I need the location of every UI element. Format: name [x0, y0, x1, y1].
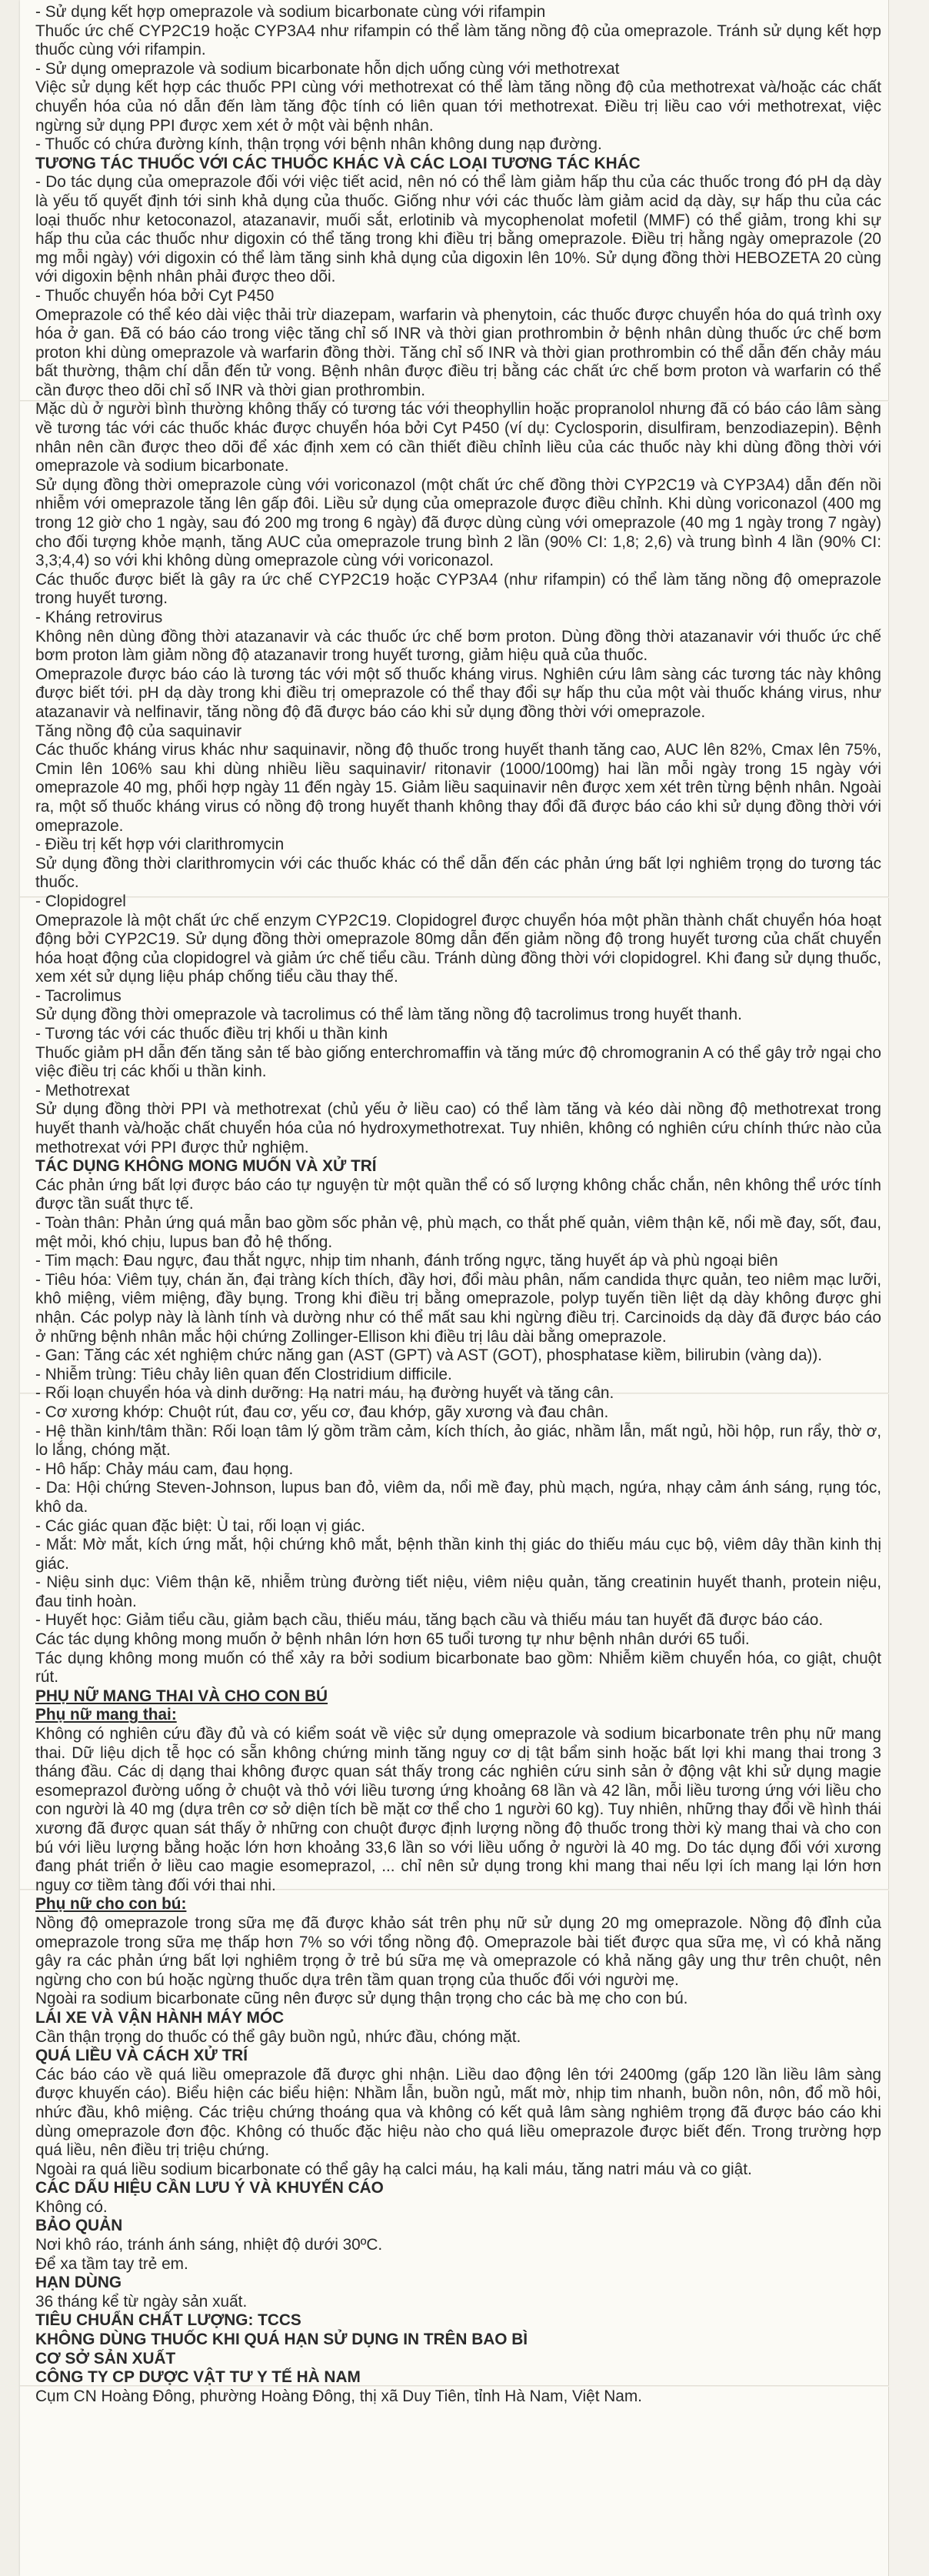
- paragraph: Tác dụng không mong muốn có thể xảy ra bởi sodium bicarbonate bao gồm: Nhiễm kiềm chuyển hóa, co giật, chuột rút.: [35, 1649, 881, 1687]
- paragraph: Các báo cáo về quá liều omeprazole đã được ghi nhận. Liều dao động lên tới 2400mg (gấp 120 lần liều lâm sàng được khuyến cáo). Biểu hiện các biểu hiện: Nhầm lẫn, buồn ngủ, mất mờ, nhịp tim nhanh, buồn nôn, nôn, đổ mồ hôi, nhức đầu, khô miệng. Các triệu chứng thoáng qua và không có kết quả lâm sàng nghiêm trọng đã được báo cáo khi dùng omeprazole đơn độc. Không có thuốc đặc hiệu nào cho quá liều omeprazole được biết đến. Trong trường hợp quá liều, nên điều trị triệu chứng.: [35, 2065, 881, 2160]
- section-heading: LÁI XE VÀ VẬN HÀNH MÁY MÓC: [35, 2008, 285, 2027]
- paragraph: Cụm CN Hoàng Đông, phường Hoàng Đông, thị xã Duy Tiên, tỉnh Hà Nam, Việt Nam.: [35, 2387, 642, 2405]
- paragraph: Các thuốc được biết là gây ra ức chế CYP2C19 hoặc CYP3A4 (như rifampin) có thể làm tăng nồng độ omeprazole trong huyết tương.: [35, 570, 881, 608]
- paragraph: Omeprazole có thể kéo dài việc thải trừ diazepam, warfarin và phenytoin, các thuốc được chuyển hóa do quá trình oxy hóa ở gan. Đã có báo cáo trong việc tăng chỉ số INR và thời gian prothrombin ở bệnh nhân dùng thuốc ức chế bơm proton khi dùng omeprazole và warfarin đồng thời. Tăng chỉ số INR và thời gian prothrombin có thể dẫn đến chảy máu bất thường, thậm chí dẫn đến tử vong. Bệnh nhân được điều trị bằng các chất ức chế bơm proton và warfarin có thể cần được theo dõi chỉ số INR và thời gian prothrombin.: [35, 305, 881, 399]
- section-heading: HẠN DÙNG: [35, 2274, 122, 2292]
- paragraph: Mặc dù ở người bình thường không thấy có tương tác với theophyllin hoặc propranolol nhưng đã có báo cáo lâm sàng về tương tác với các thuốc khác được chuyển hóa bởi Cyt P450 (ví dụ: Cyclosporin, disulfiram, benzodiazepin). Bệnh nhân nên cần được theo dõi để xác định xem có cần thiết điều chỉnh liều của các thuốc này khi dùng đồng thời với omeprazole và sodium bicarbonate.: [35, 400, 881, 475]
- section-heading: QUÁ LIỀU VÀ CÁCH XỬ TRÍ: [35, 2047, 248, 2065]
- paragraph: Sử dụng đồng thời clarithromycin với các thuốc khác có thể dẫn đến các phản ứng bất lợi nghiêm trọng do tương tác thuốc.: [35, 854, 881, 892]
- paragraph: Ngoài ra quá liều sodium bicarbonate có thể gây hạ calci máu, hạ kali máu, tăng natri máu và co giật.: [35, 2160, 752, 2178]
- paragraph: Nồng độ omeprazole trong sữa mẹ đã được khảo sát trên phụ nữ sử dụng 20 mg omeprazole. Nồng độ đỉnh của omeprazole trong sữa mẹ thấp hơn 7% so với tổng nồng độ. Omeprazole bài tiết được qua sữa mẹ, vì có khả năng gây ra các phản ứng bất lợi nghiêm trọng ở trẻ bú sữa mẹ và omeprazole có khả năng gây ung thư trên chuột, nên ngừng cho con bú hoặc ngừng thuốc dựa trên tầm quan trọng của thuốc đối với người mẹ.: [35, 1914, 881, 1989]
- paragraph: - Do tác dụng của omeprazole đối với việc tiết acid, nên nó có thể làm giảm hấp thu của các thuốc trong đó pH dạ dày là yếu tố quyết định tới sinh khả dụng của thuốc. Giống như với các thuốc làm giảm acid dạ dày, sự hấp thu của các loại thuốc như ketoconazol, atazanavir, muối sắt, erlotinib và mycophenolat mofetil (MMF) có thể giảm, trong khi sự hấp thu của các thuốc như digoxin có thể tăng trong khi điều trị bằng omeprazole. Điều trị hằng ngày omeprazole (20 mg mỗi ngày) với digoxin có thể làm tăng sinh khả dụng của digoxin lên 10%. Sử dụng đồng thời HEBOZETA 20 cùng với digoxin bệnh nhân phải được theo dõi.: [35, 173, 881, 286]
- paragraph: Sử dụng đồng thời omeprazole cùng với voriconazol (một chất ức chế đồng thời CYP2C19 và CYP3A4) dẫn đến nồi nhiễm với omeprazole tăng lên gấp đôi. Liều sử dụng của omeprazole được điều chỉnh. Khi dùng voriconazol (400 mg trong 12 giờ cho 1 ngày, sau đó 200 mg trong 6 ngày) đã được dùng cùng với omeprazole (40 mg 1 ngày trong 7 ngày) cho đối tượng khỏe mạnh, tăng AUC của omeprazole trung bình 2 lần (90% CI: 1,8; 2,6) và trung bình 4 lần (90% CI: 3,3;4,4) so với khi không dùng omeprazole cùng với voriconazol.: [35, 475, 881, 570]
- section-heading: KHÔNG DÙNG THUỐC KHI QUÁ HẠN SỬ DỤNG IN TRÊN BAO BÌ: [35, 2331, 528, 2349]
- paragraph: Không nên dùng đồng thời atazanavir và các thuốc ức chế bơm proton. Dùng đồng thời atazanavir với thuốc ức chế bơm proton làm giảm nồng độ atazanavir trong huyết tương, giảm hiệu quả của thuốc.: [35, 627, 881, 665]
- subheading: Phụ nữ mang thai:: [35, 1706, 177, 1724]
- paragraph: - Kháng retrovirus: [35, 609, 163, 626]
- section-heading: PHỤ NỮ MANG THAI VÀ CHO CON BÚ: [35, 1687, 328, 1705]
- paragraph: - Cơ xương khớp: Chuột rút, đau cơ, yếu cơ, đau khớp, gãy xương và đau chân.: [35, 1403, 609, 1421]
- section-heading: CÔNG TY CP DƯỢC VẬT TƯ Y TẾ HÀ NAM: [35, 2368, 361, 2387]
- section-heading: TÁC DỤNG KHÔNG MONG MUỐN VÀ XỬ TRÍ: [35, 1157, 377, 1176]
- paragraph: Tăng nồng độ của saquinavir: [35, 722, 242, 740]
- section-heading: CƠ SỞ SẢN XUẤT: [35, 2349, 176, 2367]
- paragraph: - Hệ thần kinh/tâm thần: Rối loạn tâm lý gồm trầm cảm, kích thích, ảo giác, nhầm lẫn, mất ngủ, hồi hộp, run rẩy, thờ ơ, lo lắng, chóng mặt.: [35, 1422, 881, 1460]
- paragraph: Các tác dụng không mong muốn ở bệnh nhân lớn hơn 65 tuổi tương tự như bệnh nhân dưới 65 tuổi.: [35, 1630, 750, 1649]
- paragraph: - Rối loạn chuyển hóa và dinh dưỡng: Hạ natri máu, hạ đường huyết và tăng cân.: [35, 1384, 614, 1403]
- paragraph: - Sử dụng omeprazole và sodium bicarbonate hỗn dịch uống cùng với methotrexat: [35, 59, 620, 78]
- paragraph: Sử dụng đồng thời PPI và methotrexat (chủ yếu ở liều cao) có thể làm tăng và kéo dài nồng độ methotrexat trong huyết thanh và/hoặc chất chuyển hóa của nó hydroxymethotrexat. Tuy nhiên, không có nghiên cứu chính thức nào của methotrexat với PPI được thử nghiệm.: [35, 1100, 881, 1156]
- paragraph: - Nhiễm trùng: Tiêu chảy liên quan đến Clostridium difficile.: [35, 1365, 452, 1383]
- paragraph: - Hô hấp: Chảy máu cam, đau họng.: [35, 1460, 294, 1478]
- paragraph: Omeprazole là một chất ức chế enzym CYP2C19. Clopidogrel được chuyển hóa một phần thành chất chuyển hóa hoạt động bởi CYP2C19. Sử dụng đồng thời omeprazole 80mg dẫn đến giảm nồng độ trong huyết tương của chất chuyển hóa hoạt động của clopidogrel và giảm ức chế tiểu cầu. Tránh dùng đồng thời với clopidogrel. Khi đang sử dụng thuốc, xem xét sử dụng liệu pháp chống tiểu cầu thay thế.: [35, 911, 881, 986]
- section-heading: BẢO QUẢN: [35, 2217, 123, 2235]
- paragraph: - Thuốc chuyển hóa bởi Cyt P450: [35, 286, 275, 305]
- paragraph: - Sử dụng kết hợp omeprazole và sodium bicarbonate cùng với rifampin: [35, 3, 546, 21]
- paragraph: - Tiêu hóa: Viêm tụy, chán ăn, đại tràng kích thích, đầy hơi, đổi màu phân, nấm candida thực quản, teo niêm mạc lưỡi, khô miệng, viêm miệng, đầy bụng. Trong khi điều trị bằng omeprazole, polyp tuyến tiền liệt dạ dày không được ghi nhận. Các polyp này là lành tính và dường như có thể mất sau khi ngừng điều trị. Carcinoids dạ dày đã được báo cáo ở những bệnh nhân mắc hội chứng Zollinger-Ellison khi điều trị lâu dài bằng omeprazole.: [35, 1270, 881, 1346]
- section-heading: CÁC DẤU HIỆU CẦN LƯU Ý VÀ KHUYẾN CÁO: [35, 2179, 384, 2197]
- paragraph: Không có.: [35, 2197, 108, 2216]
- paragraph: - Các giác quan đặc biệt: Ù tai, rối loạn vị giác.: [35, 1517, 365, 1535]
- paragraph: - Gan: Tăng các xét nghiệm chức năng gan (AST (GPT) và AST (GOT), phosphatase kiềm, bilirubin (vàng da)).: [35, 1346, 823, 1365]
- paragraph: - Tim mạch: Đau ngực, đau thắt ngực, nhịp tim nhanh, đánh trống ngực, tăng huyết áp và phù ngoại biên: [35, 1252, 778, 1270]
- paragraph: Cần thận trọng do thuốc có thể gây buồn ngủ, nhức đầu, chóng mặt.: [35, 2027, 521, 2046]
- paragraph: Không có nghiên cứu đầy đủ và có kiểm soát về việc sử dụng omeprazole và sodium bicarbonate trên phụ nữ mang thai. Dữ liệu dịch tễ học có sẵn không chứng minh tăng nguy cơ dị tật bẩm sinh hoặc bất lợi khi mang thai trong 3 tháng đầu. Các dị dạng thai không được quan sát thấy trong các nghiên cứu sinh sản ở động vật khi sử dụng magie esomeprazol đường uống ở chuột và thỏ với liều tương ứng khoảng 68 lần và 42 lần, mỗi liều tương ứng với liều cho con người là 40 mg (dựa trên cơ sở diện tích bề mặt cơ thể cho 1 người 60 kg). Tuy nhiên, những thay đổi về hình thái xương đã được quan sát thấy ở những con chuột được định lượng nồng độ thuốc trong thời kỳ mang thai và cho con bú với liều lượng bằng hoặc lớn hơn khoảng 33,6 lần so với liều uống ở người là 40 mg. Do tác dụng đối với xương đang phát triển ở liều cao magie esomeprazol, ... chỉ nên sử dụng trong khi mang thai nếu lợi ích mang lại lớn hơn nguy cơ tiềm tàng đối với thai nhi.: [35, 1725, 881, 1894]
- leaflet-page: [20, 0, 889, 2576]
- paragraph: - Niệu sinh dục: Viêm thận kẽ, nhiễm trùng đường tiết niệu, viêm niệu quản, tăng creatinin huyết thanh, protein niệu, đau tinh hoàn.: [35, 1573, 881, 1610]
- subheading: Phụ nữ cho con bú:: [35, 1895, 187, 1914]
- paragraph: - Methotrexat: [35, 1081, 130, 1099]
- paragraph: - Clopidogrel: [35, 892, 126, 910]
- paragraph: Các phản ứng bất lợi được báo cáo tự nguyện từ một quần thể có số lượng không chắc chắn, nên không thể ước tính được tần suất thực tế.: [35, 1176, 881, 1213]
- paragraph: Thuốc ức chế CYP2C19 hoặc CYP3A4 như rifampin có thể làm tăng nồng độ của omeprazole. Tránh sử dụng kết hợp thuốc cùng với rifampin.: [35, 22, 881, 59]
- paragraph: Các thuốc kháng virus khác như saquinavir, nồng độ thuốc trong huyết thanh tăng cao, AUC lên 82%, Cmax lên 75%, Cmin lên 106% sau khi dùng nhiều liều saquinavir/ ritonavir (1000/100mg) hai lần mỗi ngày trong 15 ngày với omeprazole 40 mg, phối hợp ngày 11 đến ngày 15. Giảm liều saquinavir nên được xem xét trên từng bệnh nhân. Ngoài ra, một số thuốc kháng virus có nồng độ trong huyết thanh không thay đổi đã được báo cáo khi sử dụng đồng thời với omeprazole.: [35, 741, 881, 835]
- paragraph: - Tacrolimus: [35, 986, 122, 1005]
- paragraph: Để xa tầm tay trẻ em.: [35, 2254, 188, 2273]
- paragraph: Thuốc giảm pH dẫn đến tăng sản tế bào giống enterchromaffin và tăng mức độ chromogranin A có thể gây trở ngại cho việc điều trị các khối u thần kinh.: [35, 1043, 881, 1081]
- paragraph: Omeprazole được báo cáo là tương tác với một số thuốc kháng virus. Nghiên cứu lâm sàng các tương tác này không được biết tới. pH dạ dày trong khi điều trị omeprazole có thể thay đổi sự hấp thu của một vài thuốc kháng virus, như atazanavir và nelfinavir, tăng nồng độ đã được báo cáo khi sử dụng đồng thời với omeprazole.: [35, 665, 881, 721]
- paragraph: Sử dụng đồng thời omeprazole và tacrolimus có thể làm tăng nồng độ tacrolimus trong huyết thanh.: [35, 1006, 742, 1024]
- paragraph: Việc sử dụng kết hợp các thuốc PPI cùng với methotrexat có thể làm tăng nồng độ của methotrexat và/hoặc các chất chuyển hóa của nó dẫn đến làm tăng độc tính có liên quan tới methotrexat. Điều trị liều cao với methotrexat, việc ngừng sử dụng PPI được xem xét ở một vài bệnh nhân.: [35, 78, 881, 135]
- paragraph: Nơi khô ráo, tránh ánh sáng, nhiệt độ dưới 30ºC.: [35, 2236, 383, 2254]
- paragraph: 36 tháng kể từ ngày sản xuất.: [35, 2292, 248, 2311]
- next-page-edge: [888, 0, 929, 2576]
- paragraph: - Thuốc có chứa đường kính, thận trọng với bệnh nhân không dung nạp đường.: [35, 135, 602, 154]
- paragraph: - Tương tác với các thuốc điều trị khối u thần kinh: [35, 1025, 388, 1043]
- paragraph: - Điều trị kết hợp với clarithromycin: [35, 836, 285, 854]
- paragraph: - Huyết học: Giảm tiểu cầu, giảm bạch cầu, thiếu máu, tăng bạch cầu và thiếu máu tan huyết đã được báo cáo.: [35, 1611, 824, 1630]
- section-heading: TIÊU CHUẨN CHẤT LƯỢNG: TCCS: [35, 2311, 301, 2330]
- leaflet-text: [35, 3, 881, 2406]
- paragraph: Ngoài ra sodium bicarbonate cũng nên được sử dụng thận trọng cho các bà mẹ cho con bú.: [35, 1990, 688, 2008]
- paragraph: - Toàn thân: Phản ứng quá mẫn bao gồm sốc phản vệ, phù mạch, co thắt phế quản, viêm thận kẽ, nổi mề đay, sốt, đau, mệt mỏi, khó chịu, lupus ban đỏ hệ thống.: [35, 1214, 881, 1251]
- section-heading: TƯƠNG TÁC THUỐC VỚI CÁC THUỐC KHÁC VÀ CÁC LOẠI TƯƠNG TÁC KHÁC: [35, 154, 641, 172]
- paragraph: - Mắt: Mờ mắt, kích ứng mắt, hội chứng khô mắt, bệnh thần kinh thị giác do thiếu máu cục bộ, viêm dây thần kinh thị giác.: [35, 1536, 881, 1573]
- paragraph: - Da: Hội chứng Steven-Johnson, lupus ban đỏ, viêm da, nổi mề đay, phù mạch, ngứa, nhạy cảm ánh sáng, rụng tóc, khô da.: [35, 1479, 881, 1516]
